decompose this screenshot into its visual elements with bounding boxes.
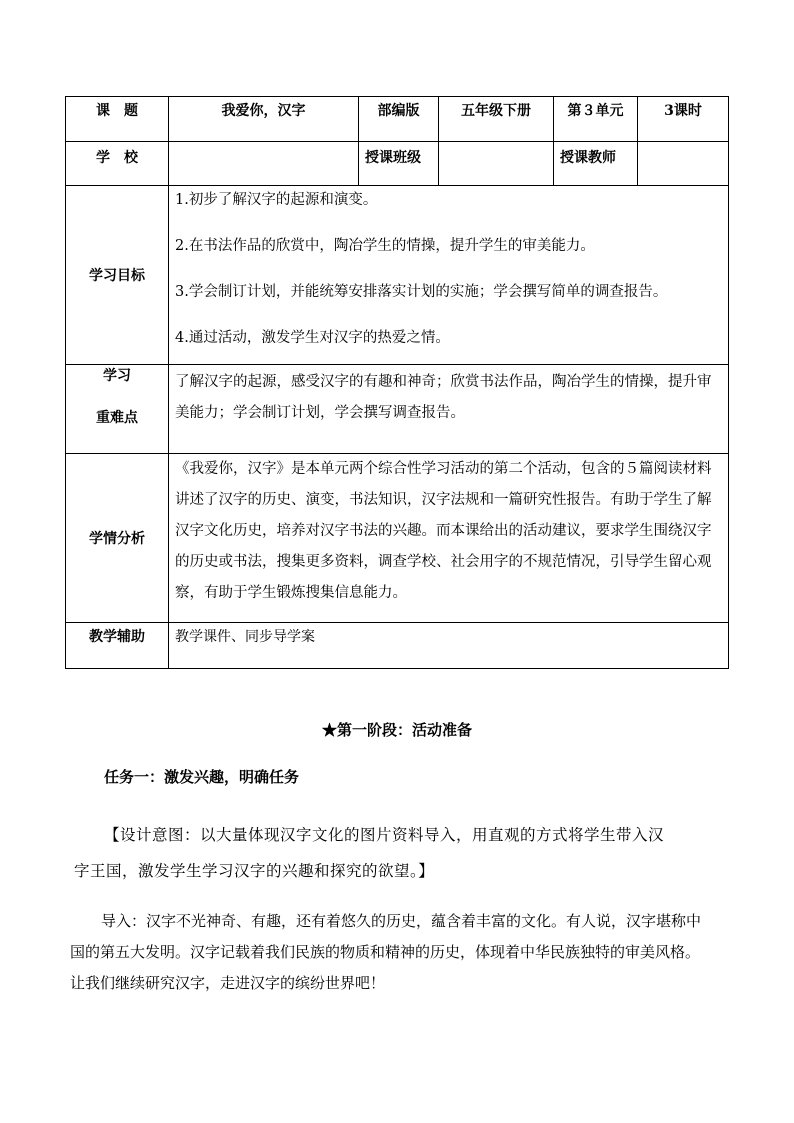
edition: 部编版	[359, 97, 439, 142]
analysis-text: 《我爱你，汉字》是本单元两个综合性学习活动的第二个活动，包含的５篇阅读材料讲述了汉字的历史、演变，书法知识，汉字法规和一篇研究性报告。有助于学生了解汉字文化历史，培养对汉字书法的兴趣。而本课给出的活动建议，要求学生围绕汉字的历史或书法，搜集更多资料，调查学校、社会用字的不规范情况，引导学生留心观察，有助于学生锻炼搜集信息能力。	[175, 461, 712, 601]
table-row	[66, 454, 729, 623]
school-label: 学 校	[66, 142, 169, 186]
key-points-label-line2: 重难点	[96, 410, 138, 426]
table-row	[66, 186, 729, 365]
objective-item: 3.学会制订计划，并能统筹安排落实计划的实施；学会撰写简单的调查报告。	[175, 284, 668, 300]
key-points-cell	[169, 365, 729, 454]
aids-label: 教学辅助	[66, 623, 169, 669]
analysis-label: 学情分析	[66, 454, 169, 623]
unit: 第３单元	[554, 97, 638, 142]
table-row	[66, 623, 729, 669]
teacher-label: 授课教师	[554, 142, 638, 186]
table-row	[66, 365, 729, 454]
intro-line: 让我们继续研究汉字，走进汉字的缤纷世界吧！	[70, 974, 386, 992]
table-row	[66, 97, 729, 142]
objective-item: 2.在书法作品的欣赏中，陶冶学生的情操，提升学生的审美能力。	[175, 238, 595, 254]
task-heading: 任务一：激发兴趣，明确任务	[104, 768, 300, 786]
periods: 3课时	[638, 97, 729, 142]
table-row	[66, 142, 729, 186]
design-intent-line: 字王国，激发学生学习汉字的兴趣和探究的欲望。】	[74, 862, 435, 880]
teacher-value	[638, 142, 729, 186]
objectives-label: 学习目标	[66, 186, 169, 365]
stage-heading: ★第一阶段：活动准备	[321, 721, 472, 739]
intro-line: 导入：汉字不光神奇、有趣，还有着悠久的历史，蕴含着丰富的文化。有人说，汉字堪称中	[101, 912, 702, 930]
key-points-label-line1: 学习	[103, 368, 131, 384]
objectives-cell	[169, 186, 729, 365]
lesson-info-table	[65, 96, 729, 669]
class-value	[439, 142, 554, 186]
class-label: 授课班级	[359, 142, 439, 186]
design-intent-line: 【设计意图：以大量体现汉字文化的图片资料导入，用直观的方式将学生带入汉	[104, 826, 665, 844]
design-intent	[74, 817, 734, 889]
lesson-label: 课 题	[66, 97, 169, 142]
key-points-label	[66, 365, 169, 454]
key-points-text: 了解汉字的起源，感受汉字的有趣和神奇；欣赏书法作品，陶冶学生的情操，提升审美能力；学会制订计划，学会撰写调查报告。	[175, 374, 712, 421]
grade: 五年级下册	[439, 97, 554, 142]
analysis-cell	[169, 454, 729, 623]
intro-line: 国的第五大发明。汉字记载着我们民族的物质和精神的历史，体现着中华民族独特的审美风格。	[70, 943, 701, 961]
lesson-title: 我爱你，汉字	[169, 97, 359, 142]
school-value	[169, 142, 359, 186]
objective-item: 4.通过活动，激发学生对汉字的热爱之情。	[175, 330, 450, 346]
introduction	[70, 906, 736, 999]
aids-value: 教学课件、同步导学案	[169, 623, 729, 669]
objective-item: 1.初步了解汉字的起源和演变。	[175, 192, 378, 208]
